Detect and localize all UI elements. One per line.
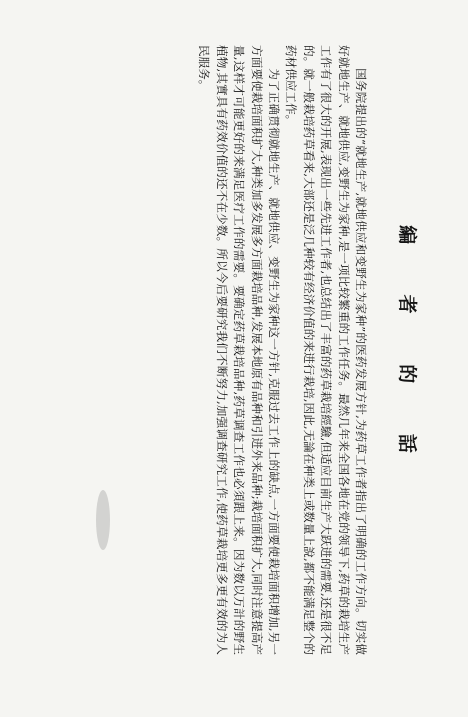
paragraph-1: 国务院提出的“就地生产,就地供应和变野生为家种”的医药发展方针,为药草工作者指出了明确的工作方向。切实做好就地生产、就地供应,变野生为家种,是一项比较繁重的工作任务。最然几年来全国各地在党的领导下,药草的栽培生产工作有了很大的开展,表现出一些先进工作者,也总结出了丰富的药草栽培經驗,但适应目前生产大跃进的需要,还是很不足的。就一般栽培药草看来,大部还是泛几种较有经济价值的来进行栽培,因此,无論在种类上或数量上說,都不能满足整个的药材供应工作。 — [284, 45, 368, 655]
page-title: 編 者 的 話 — [396, 225, 418, 475]
paragraph-2: 为了正确贯彻就地生产、就地供应、变野生为家种这一方针,克服过去工作上的缺点,一方面要使栽培面积增加,另一方面要使栽培面积扩大,种类加多发展多方面栽培品种,发展本地原有品种和引进外来品种;栽培面积扩大,同时注意提高产量,这样才可能更好的来满足医疗工作的需要。要确定药草栽培品种,药草调查工作也必須跟上来。因为数以万計的野生植物,其實具有药效价值的还不在少数。所以今后要研究我们不断努力,加强调查研究工作,使药草栽培更多更有效的为人民服务。 — [197, 45, 281, 655]
rotated-text-block — [52, 45, 422, 655]
ink-smudge — [96, 490, 110, 550]
body-text — [195, 45, 369, 655]
